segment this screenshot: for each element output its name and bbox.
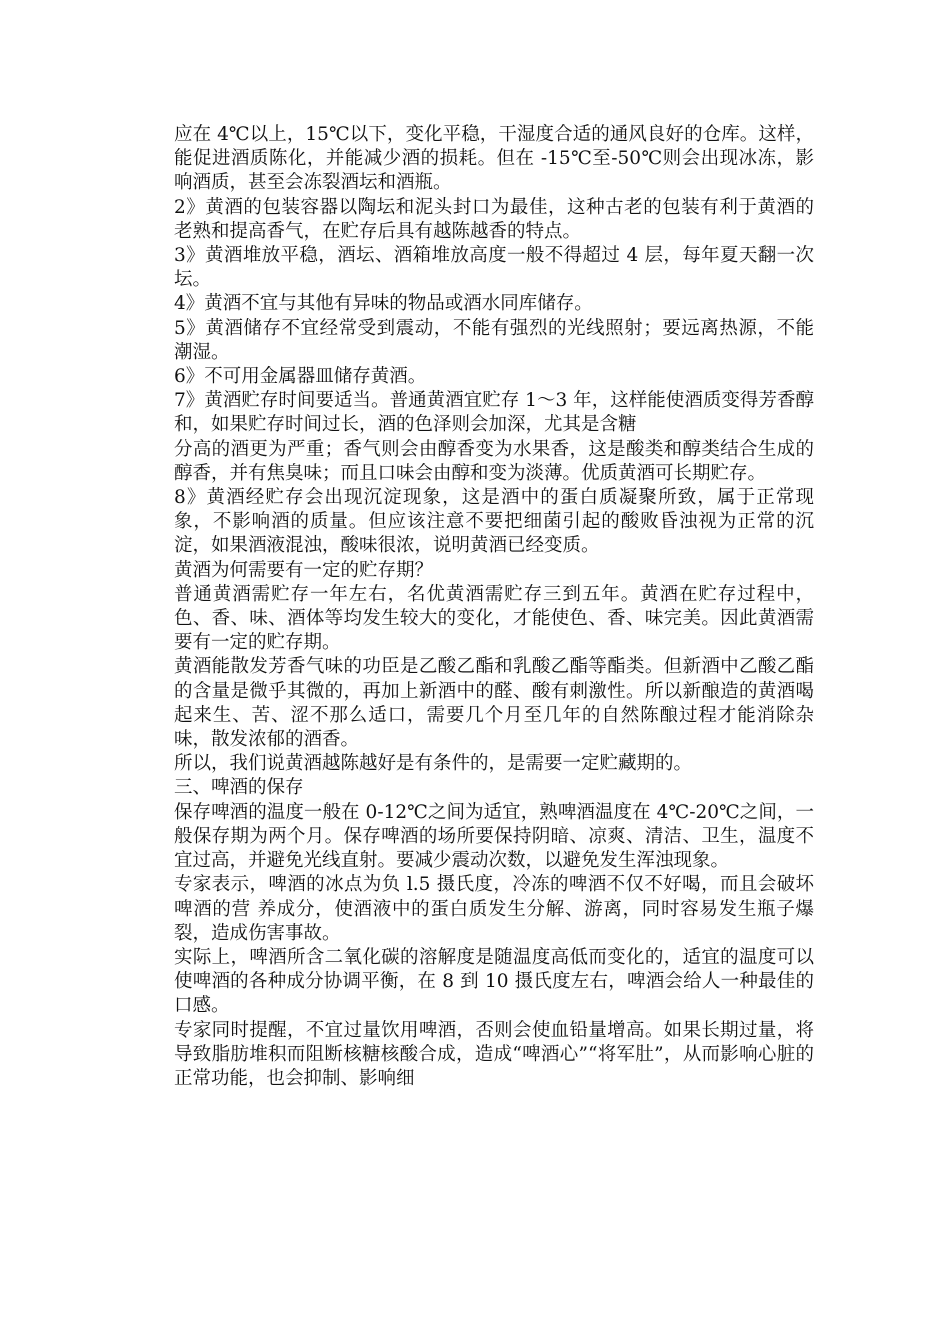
paragraph-conclusion: 所以，我们说黄酒越陈越好是有条件的，是需要一定贮藏期的。 bbox=[174, 753, 693, 775]
paragraph-beer-freezing: 专家表示，啤酒的冰点为负 l.5 摄氏度，冷冻的啤酒不仅不好喝，而且会破坏啤酒的营 养成分，使酒液中的蛋白质发生分解、游离，同时容易发生瓶子爆裂，造成伤害事故。 bbox=[174, 874, 814, 944]
paragraph-beer-health: 专家同时提醒，不宜过量饮用啤酒，否则会使血铅量增高。如果长期过量，将导致脂肪堆积而阻断核糖核酸合成，造成“啤酒心”“将军肚”，从而影响心脏的正常功能，也会抑制、影响细 bbox=[174, 1019, 814, 1089]
paragraph-stacking: 3》黄酒堆放平稳，酒坛、酒箱堆放高度一般不得超过 4 层，每年夏天翻一次坛。 bbox=[174, 245, 814, 291]
paragraph-separate-storage: 4》黄酒不宜与其他有异味的物品或酒水同库储存。 bbox=[174, 293, 593, 315]
paragraph-metal-containers: 6》不可用金属器皿储存黄酒。 bbox=[174, 366, 427, 388]
paragraph-aging-period: 普通黄酒需贮存一年左右，名优黄酒需贮存三到五年。黄酒在贮存过程中，色、香、味、酒体等均发生较大的变化，才能使色、香、味完美。因此黄酒需要有一定的贮存期。 bbox=[174, 583, 814, 654]
paragraph-sediment: 8》黄酒经贮存会出现沉淀现象，这是酒中的蛋白质凝聚所致，属于正常现象，不影响酒的质量。但应该注意不要把细菌引起的酸败昏浊视为正常的沉淀，如果酒液混浊，酸味很浓，说明黄酒已经变质。 bbox=[174, 487, 814, 557]
paragraph-storage-temperature: 应在 4℃以上，15℃以下，变化平稳，干湿度合适的通风良好的仓库。这样，能促进酒质陈化，并能减少酒的损耗。但在 -15℃至-50℃则会出现冰冻，影响酒质，甚至会冻裂酒坛和酒瓶。 bbox=[174, 124, 814, 194]
document-body bbox=[174, 123, 814, 1091]
section-beer-heading: 三、啤酒的保存 bbox=[174, 777, 304, 799]
paragraph-packaging: 2》黄酒的包装容器以陶坛和泥头封口为最佳，这种古老的包装有利于黄酒的老熟和提高香气，在贮存后具有越陈越香的特点。 bbox=[174, 196, 814, 242]
paragraph-storage-time-continued: 分高的酒更为严重；香气则会由醇香变为水果香，这是酸类和醇类结合生成的醇香，并有焦臭味；而且口味会由醇和变为淡薄。优质黄酒可长期贮存。 bbox=[174, 438, 814, 484]
section-question-heading: 黄酒为何需要有一定的贮存期？ bbox=[174, 559, 434, 581]
paragraph-beer-co2: 实际上，啤酒所含二氧化碳的溶解度是随温度高低而变化的，适宜的温度可以使啤酒的各种成分协调平衡，在 8 到 10 摄氏度左右，啤酒会给人一种最佳的口感。 bbox=[174, 946, 814, 1017]
paragraph-esters: 黄酒能散发芳香气味的功臣是乙酸乙酯和乳酸乙酯等酯类。但新酒中乙酸乙酯的含量是微乎其微的，再加上新酒中的醛、酸有刺激性。所以新酿造的黄酒喝起来生、苦、涩不那么适口，需要几个月至几年的自然陈酿过程才能消除杂味，散发浓郁的酒香。 bbox=[174, 656, 814, 751]
paragraph-beer-temperature: 保存啤酒的温度一般在 0-12℃之间为适宜，熟啤酒温度在 4℃-20℃之间，一般保存期为两个月。保存啤酒的场所要保持阴暗、凉爽、清洁、卫生，温度不宜过高，并避免光线直射。要减少震动次数，以避免发生浑浊现象。 bbox=[174, 801, 814, 872]
paragraph-vibration-light: 5》黄酒储存不宜经常受到震动，不能有强烈的光线照射；要远离热源，不能潮湿。 bbox=[174, 317, 814, 363]
paragraph-storage-time: 7》黄酒贮存时间要适当。普通黄酒宜贮存 1～3 年，这样能使酒质变得芳香醇和，如果贮存时间过长，酒的色泽则会加深，尤其是含糖 bbox=[174, 390, 814, 436]
